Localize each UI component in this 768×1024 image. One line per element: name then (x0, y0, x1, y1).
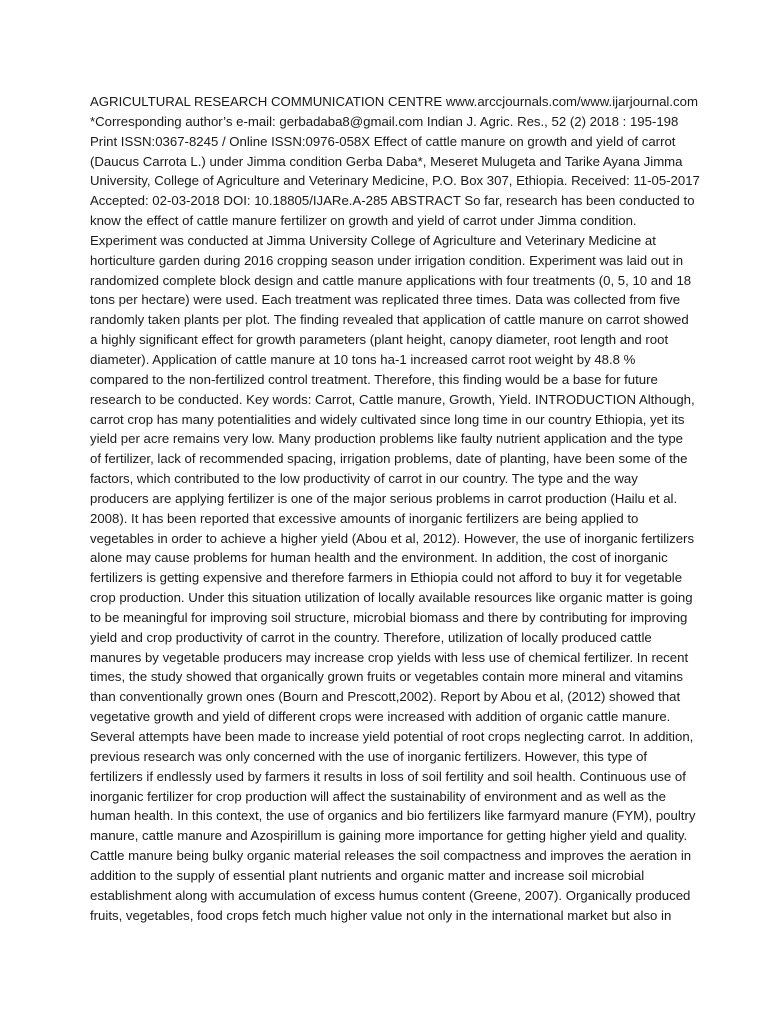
text-line: a highly significant effect for growth parameters (plant height, canopy diameter, root length and root (90, 332, 669, 348)
text-line: carrot crop has many potentialities and widely cultivated since long time in our country Ethiopia, yet its (90, 411, 685, 427)
text-line: vegetative growth and yield of different crops were increased with addition of organic cattle manure. (90, 709, 671, 725)
text-line: horticulture garden during 2016 cropping season under irrigation condition. Experiment was laid out in (90, 252, 684, 268)
text-line: to be meaningful for improving soil structure, microbial biomass and there by contributing for improving (90, 609, 688, 625)
text-line: Print ISSN:0367-8245 / Online ISSN:0976-058X Effect of cattle manure on growth and yield of carrot (90, 133, 676, 149)
text-line: manures by vegetable producers may increase crop yields with less use of chemical fertilizer. In recent (90, 649, 689, 665)
text-line: tons per hectare) were used. Each treatment was replicated three times. Data was collected from five (90, 292, 681, 308)
text-line: 2008). It has been reported that excessive amounts of inorganic fertilizers are being applied to (90, 510, 639, 526)
text-line: manure, cattle manure and Azospirillum is gaining more importance for getting higher yield and quality. (90, 828, 688, 844)
text-line: alone may cause problems for human health and the environment. In addition, the cost of inorganic (90, 550, 668, 566)
text-line: crop production. Under this situation utilization of locally available resources like organic matter is going (90, 590, 693, 606)
text-line: of fertilizer, lack of recommended spacing, irrigation problems, date of planting, have been some of the (90, 451, 688, 467)
text-line: randomized complete block design and cattle manure applications with four treatments (0, 5, 10 and 18 (90, 272, 692, 288)
text-line: yield and crop productivity of carrot in the country. Therefore, utilization of locally produced cattle (90, 629, 652, 645)
text-line: times, the study showed that organically grown fruits or vegetables contain more mineral and vitamins (90, 669, 683, 685)
text-line: human health. In this context, the use of organics and bio fertilizers like farmyard manure (FYM), poultry (90, 808, 696, 824)
text-line: yield per acre remains very low. Many production problems like faulty nutrient application and the type (90, 431, 684, 447)
text-line: University, College of Agriculture and Veterinary Medicine, P.O. Box 307, Ethiopia. Received: 11-05-2017 (90, 173, 700, 189)
text-line: randomly taken plants per plot. The finding revealed that application of cattle manure on carrot showed (90, 312, 689, 328)
text-line: inorganic fertilizer for crop production will affect the sustainability of environment and as well as the (90, 788, 666, 804)
text-line: Experiment was conducted at Jimma University College of Agriculture and Veterinary Medicine at (90, 232, 656, 248)
text-line: Several attempts have been made to increase yield potential of root crops neglecting carrot. In addition, (90, 729, 694, 744)
text-line: factors, which contributed to the low productivity of carrot in our country. The type and the way (90, 471, 638, 487)
text-line: fertilizers if endlessly used by farmers it results in loss of soil fertility and soil health. Continuous use of (90, 768, 686, 784)
text-line: Accepted: 02-03-2018 DOI: 10.18805/IJARe.A-285 ABSTRACT So far, research has been conducted to (90, 193, 695, 209)
text-line: know the effect of cattle manure fertilizer on growth and yield of carrot under Jimma condition. (90, 213, 637, 229)
text-line: previous research was only concerned with the use of inorganic fertilizers. However, this type of (90, 748, 648, 764)
text-line: producers are applying fertilizer is one of the major serious problems in carrot production (Hailu et al. (90, 490, 678, 506)
text-line: than conventionally grown ones (Bourn and Prescott,2002). Report by Abou et al, (2012) showed that (90, 689, 681, 705)
text-line: (Daucus Carrota L.) under Jimma condition Gerba Daba*, Meseret Mulugeta and Tarike Ayana Jimma (90, 153, 683, 169)
text-line: vegetables in order to achieve a higher yield (Abou et al, 2012). However, the use of inorganic fertilizers (90, 530, 695, 546)
text-line: diameter). Application of cattle manure at 10 tons ha-1 increased carrot root weight by 48.8 % (90, 351, 636, 367)
text-line: AGRICULTURAL RESEARCH COMMUNICATION CENTRE www.arccjournals.com/www.ijarjournal.com (90, 94, 698, 109)
text-line: fruits, vegetables, food crops fetch much higher value not only in the international market but also in (90, 907, 672, 923)
text-line: Cattle manure being bulky organic material releases the soil compactness and improves the aeration in (90, 848, 692, 864)
text-line: compared to the non-fertilized control treatment. Therefore, this finding would be a base for future (90, 371, 658, 387)
text-line: establishment along with accumulation of excess humus content (Greene, 2007). Organically produced (90, 887, 691, 903)
text-line: addition to the supply of essential plant nutrients and organic matter and increase soil microbial (90, 867, 645, 883)
text-line: *Corresponding author’s e-mail: gerbadaba8@gmail.com Indian J. Agric. Res., 52 (2) 2018 : 195-198 (90, 113, 679, 129)
text-line: fertilizers is getting expensive and therefore farmers in Ethiopia could not afford to buy it for vegetable (90, 570, 683, 586)
document-body-text (90, 92, 700, 925)
text-line: research to be conducted. Key words: Carrot, Cattle manure, Growth, Yield. INTRODUCTION Although, (90, 391, 695, 407)
